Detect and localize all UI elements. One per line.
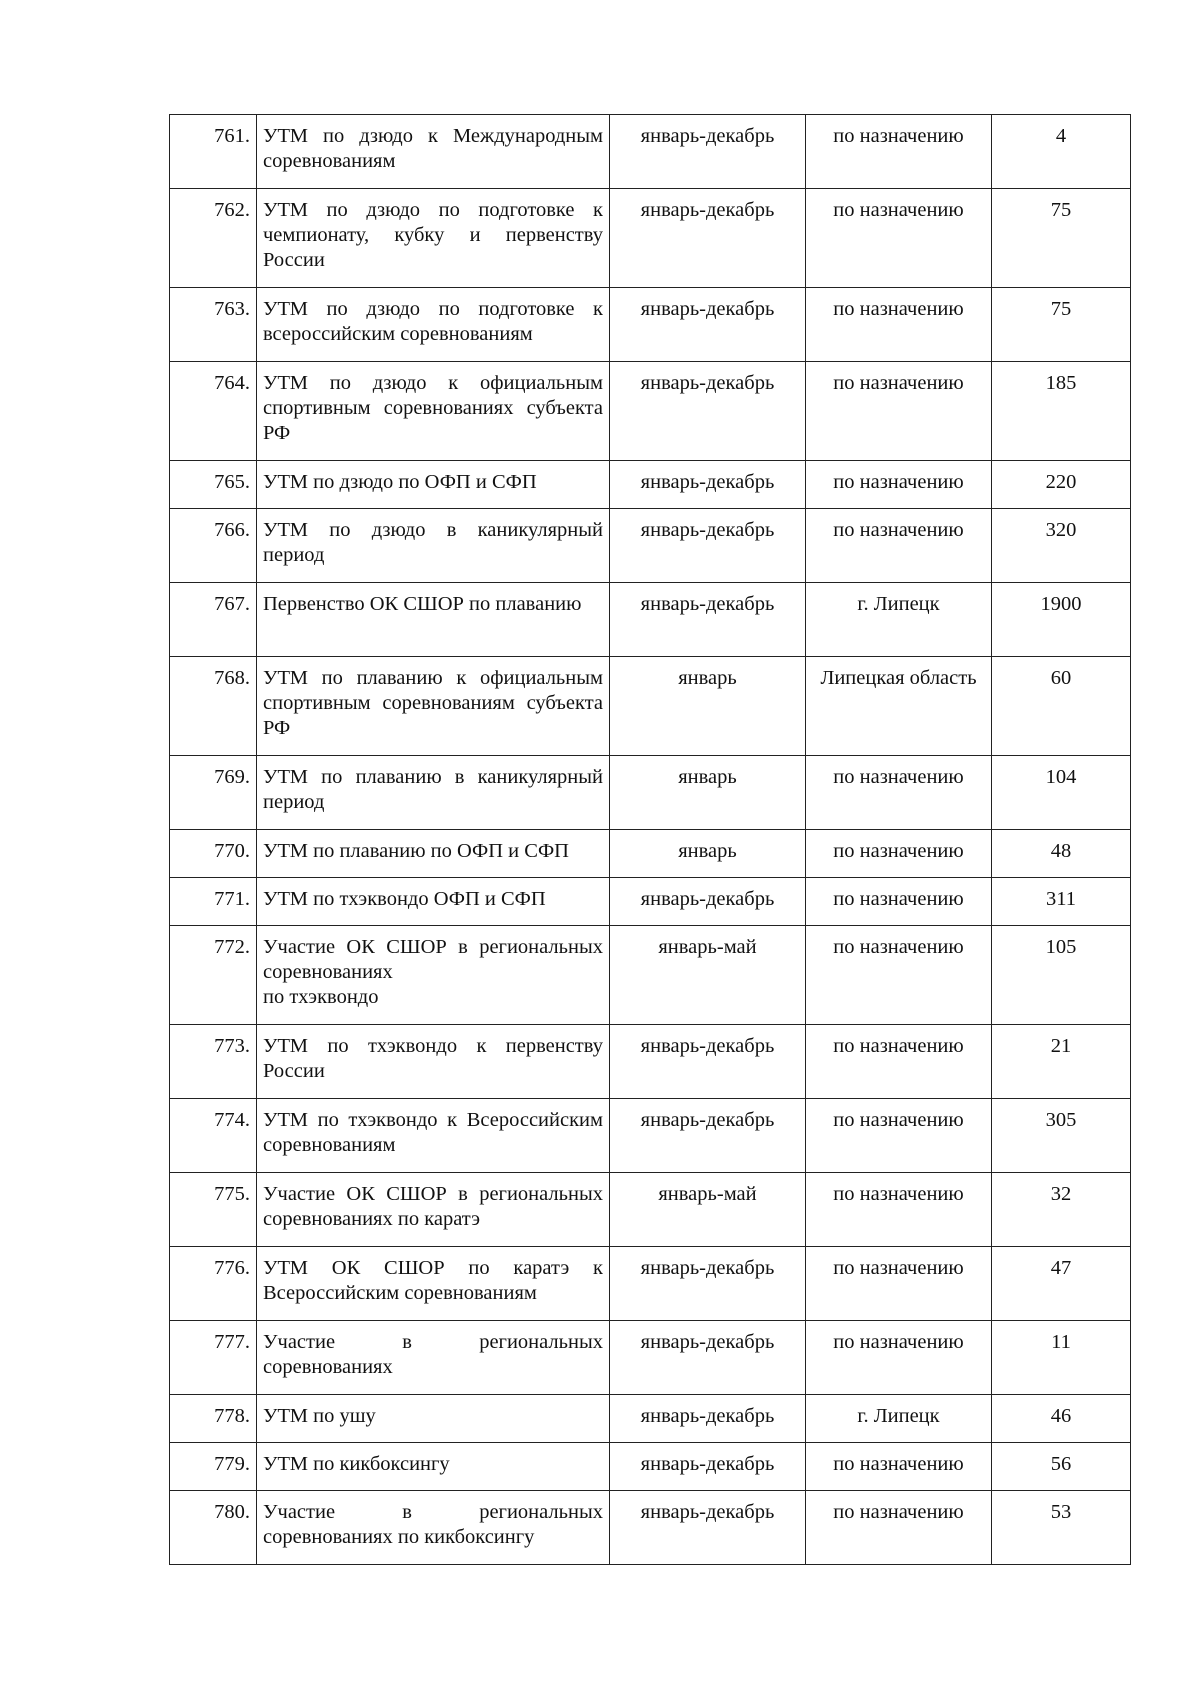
event-name: Участие в региональных соревнованиях по кикбоксингу: [257, 1491, 610, 1565]
event-name: УТМ по плаванию к официальным спортивным соревнованиям субъекта РФ: [257, 657, 610, 756]
row-number: 775.: [170, 1173, 257, 1247]
participant-count: 4: [992, 115, 1131, 189]
events-table-body: [170, 115, 1131, 1565]
participant-count: 75: [992, 189, 1131, 288]
event-name: УТМ по дзюдо к Международным соревнованиям: [257, 115, 610, 189]
event-name: УТМ по тхэквондо к Всероссийским соревнованиям: [257, 1099, 610, 1173]
row-number: 780.: [170, 1491, 257, 1565]
row-number: 764.: [170, 362, 257, 461]
event-period: январь-декабрь: [610, 1491, 806, 1565]
event-period: январь-декабрь: [610, 1247, 806, 1321]
row-number: 777.: [170, 1321, 257, 1395]
table-row: [170, 926, 1131, 1025]
table-row: [170, 657, 1131, 756]
event-period: январь-декабрь: [610, 461, 806, 509]
event-place: г. Липецк: [806, 583, 992, 657]
participant-count: 320: [992, 509, 1131, 583]
table-row: [170, 1025, 1131, 1099]
row-number: 772.: [170, 926, 257, 1025]
event-period: январь-декабрь: [610, 288, 806, 362]
event-place: по назначению: [806, 830, 992, 878]
row-number: 771.: [170, 878, 257, 926]
participant-count: 32: [992, 1173, 1131, 1247]
row-number: 770.: [170, 830, 257, 878]
event-name: УТМ по дзюдо к официальным спортивным соревнованиях субъекта РФ: [257, 362, 610, 461]
row-number: 776.: [170, 1247, 257, 1321]
participant-count: 56: [992, 1443, 1131, 1491]
participant-count: 104: [992, 756, 1131, 830]
table-row: [170, 878, 1131, 926]
event-place: по назначению: [806, 1099, 992, 1173]
event-place: по назначению: [806, 1247, 992, 1321]
event-place: по назначению: [806, 926, 992, 1025]
table-row: [170, 830, 1131, 878]
event-name: УТМ по дзюдо по подготовке к всероссийским соревнованиям: [257, 288, 610, 362]
table-row: [170, 1395, 1131, 1443]
event-name: [257, 926, 610, 1025]
event-period: январь-декабрь: [610, 583, 806, 657]
event-name: УТМ по тхэквондо к первенству России: [257, 1025, 610, 1099]
participant-count: 220: [992, 461, 1131, 509]
event-name-line: Участие ОК СШОР в региональных соревнованиях: [263, 936, 603, 983]
event-place: г. Липецк: [806, 1395, 992, 1443]
event-place: по назначению: [806, 1173, 992, 1247]
event-place: по назначению: [806, 1025, 992, 1099]
event-place: по назначению: [806, 878, 992, 926]
participant-count: 60: [992, 657, 1131, 756]
row-number: 761.: [170, 115, 257, 189]
event-name: УТМ по ушу: [257, 1395, 610, 1443]
event-place: по назначению: [806, 288, 992, 362]
participant-count: 46: [992, 1395, 1131, 1443]
event-period: январь-май: [610, 926, 806, 1025]
participant-count: 185: [992, 362, 1131, 461]
participant-count: 105: [992, 926, 1131, 1025]
table-row: [170, 362, 1131, 461]
row-number: 778.: [170, 1395, 257, 1443]
event-period: январь-декабрь: [610, 1025, 806, 1099]
event-period: январь-декабрь: [610, 1443, 806, 1491]
table-row: [170, 288, 1131, 362]
event-name: УТМ по дзюдо в каникулярный период: [257, 509, 610, 583]
event-name: УТМ по кикбоксингу: [257, 1443, 610, 1491]
event-period: январь: [610, 830, 806, 878]
row-number: 766.: [170, 509, 257, 583]
event-name: Участие в региональных соревнованиях: [257, 1321, 610, 1395]
participant-count: 21: [992, 1025, 1131, 1099]
row-number: 773.: [170, 1025, 257, 1099]
event-period: январь-декабрь: [610, 1099, 806, 1173]
row-number: 767.: [170, 583, 257, 657]
row-number: 769.: [170, 756, 257, 830]
participant-count: 75: [992, 288, 1131, 362]
event-name: Участие ОК СШОР в региональных соревнованиях по каратэ: [257, 1173, 610, 1247]
table-row: [170, 189, 1131, 288]
event-name: УТМ по тхэквондо ОФП и СФП: [257, 878, 610, 926]
participant-count: 1900: [992, 583, 1131, 657]
event-period: январь-декабрь: [610, 115, 806, 189]
table-row: [170, 461, 1131, 509]
event-place: по назначению: [806, 461, 992, 509]
event-place: по назначению: [806, 1491, 992, 1565]
row-number: 762.: [170, 189, 257, 288]
row-number: 774.: [170, 1099, 257, 1173]
event-place: по назначению: [806, 115, 992, 189]
events-table: [169, 114, 1131, 1565]
table-row: [170, 1491, 1131, 1565]
event-name: УТМ по дзюдо по ОФП и СФП: [257, 461, 610, 509]
participant-count: 11: [992, 1321, 1131, 1395]
event-period: январь: [610, 756, 806, 830]
table-row: [170, 1443, 1131, 1491]
participant-count: 53: [992, 1491, 1131, 1565]
event-name: УТМ ОК СШОР по каратэ к Всероссийским соревнованиям: [257, 1247, 610, 1321]
event-name: Первенство ОК СШОР по плаванию: [257, 583, 610, 657]
event-place: по назначению: [806, 189, 992, 288]
event-place: по назначению: [806, 509, 992, 583]
event-period: январь: [610, 657, 806, 756]
table-row: [170, 1247, 1131, 1321]
participant-count: 47: [992, 1247, 1131, 1321]
table-row: [170, 583, 1131, 657]
row-number: 763.: [170, 288, 257, 362]
event-place: по назначению: [806, 1443, 992, 1491]
event-period: январь-декабрь: [610, 1321, 806, 1395]
event-place: по назначению: [806, 1321, 992, 1395]
participant-count: 305: [992, 1099, 1131, 1173]
event-period: январь-декабрь: [610, 1395, 806, 1443]
event-name-line: по тхэквондо: [263, 986, 379, 1008]
table-row: [170, 756, 1131, 830]
event-period: январь-декабрь: [610, 878, 806, 926]
row-number: 765.: [170, 461, 257, 509]
table-row: [170, 1173, 1131, 1247]
participant-count: 311: [992, 878, 1131, 926]
event-period: январь-декабрь: [610, 362, 806, 461]
event-name: УТМ по дзюдо по подготовке к чемпионату, кубку и первенству России: [257, 189, 610, 288]
row-number: 768.: [170, 657, 257, 756]
event-period: январь-декабрь: [610, 509, 806, 583]
event-name: УТМ по плаванию по ОФП и СФП: [257, 830, 610, 878]
table-row: [170, 509, 1131, 583]
participant-count: 48: [992, 830, 1131, 878]
event-name: УТМ по плаванию в каникулярный период: [257, 756, 610, 830]
event-place: по назначению: [806, 756, 992, 830]
event-period: январь-декабрь: [610, 189, 806, 288]
event-place: Липецкая область: [806, 657, 992, 756]
table-row: [170, 115, 1131, 189]
row-number: 779.: [170, 1443, 257, 1491]
table-row: [170, 1321, 1131, 1395]
event-period: январь-май: [610, 1173, 806, 1247]
table-row: [170, 1099, 1131, 1173]
event-place: по назначению: [806, 362, 992, 461]
